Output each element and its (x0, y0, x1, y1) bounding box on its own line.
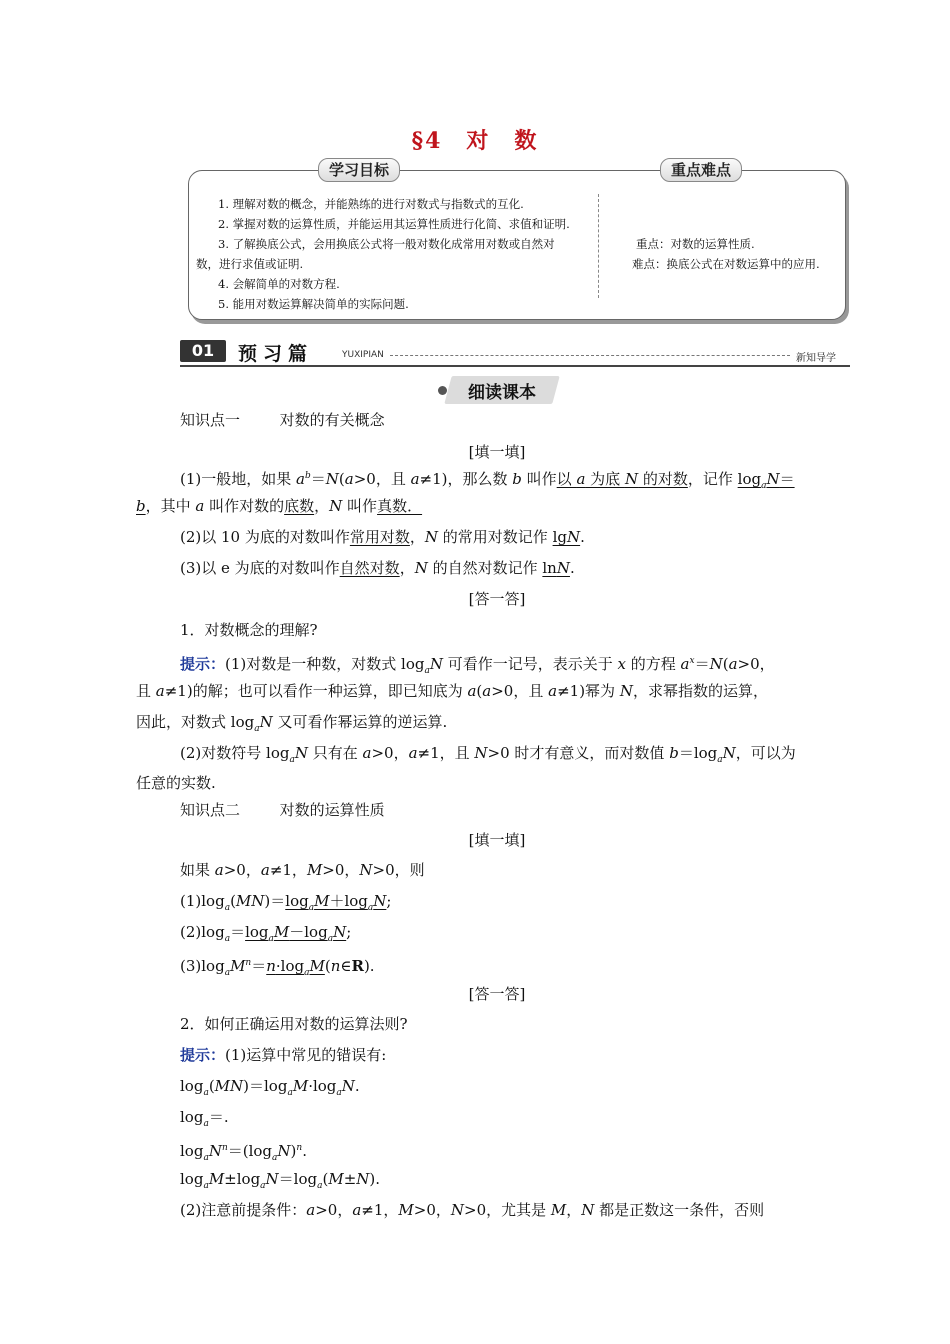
tip-1-line-3: 因此，对数式 $\log_aN$ 又可看作幂运算的逆运算. (136, 713, 448, 734)
ask-heading-1: [答一答] (468, 590, 526, 608)
section-pinyin: YUXIPIAN (342, 350, 384, 360)
error-4: $\log_aM\pm\log_aN=\log_a(M\pm N)$. (180, 1170, 381, 1191)
goal-item: 4. 会解简单的对数方程. (218, 277, 340, 291)
kp2-title: 对数的运算性质 (279, 801, 385, 819)
def-line-1: (1)一般地，如果 $a^b=N(a>0$，且 a≠1)，那么数 b 叫作以 a 为底 N 的对数，记作 $\log_aN=$ (180, 470, 795, 491)
kp2-label: 知识点二 (180, 801, 241, 819)
error-2: $\log_a=$. (180, 1108, 229, 1129)
fill-heading-2: [填一填] (468, 831, 526, 849)
goal-item: 数，进行求值或证明. (196, 257, 304, 271)
tip-1-line-5: 任意的实数. (136, 774, 216, 792)
section-dash-line (390, 355, 790, 356)
section-underline (180, 365, 850, 367)
rule-3: $(3)\log_aM^n=n\cdot\log_aM(n\in R)$. (180, 957, 375, 978)
goals-divider (598, 194, 599, 298)
kp2-heading (180, 800, 385, 820)
def-line-2: b，其中 a 叫作对数的底数，N 叫作真数． (136, 497, 423, 515)
rule-2: $(2)\log_a=\log_aM-\log_aN$; (180, 923, 352, 944)
question-2: 2．如何正确运用对数的运算法则? (180, 1015, 408, 1033)
def-line-4: (3)以 e 为底的对数叫作自然对数，N 的自然对数记作 lnN. (180, 559, 575, 577)
section-name: 预习篇 (238, 343, 314, 365)
tip-1-line-2: 且 a≠1)的解；也可以看作一种运算，即已知底为 a(a>0，且 a≠1)幂为 N，求幂指数的运算， (136, 682, 768, 700)
goal-item: 1. 理解对数的概念，并能熟练的进行对数式与指数式的互化. (218, 197, 524, 211)
def-line-3: (2)以 10 为底的对数叫作常用对数，N 的常用对数记作 lgN. (180, 528, 585, 546)
note-line: (2)注意前提条件：a>0，a≠1，M>0，N>0，尤其是 M，N 都是正数这一条件，否则 (180, 1201, 765, 1219)
difficult-point: 难点：换底公式在对数运算中的应用. (632, 257, 820, 271)
goal-item: 5. 能用对数运算解决简单的实际问题. (218, 297, 409, 311)
tip-1-line-1: 提示：(1)对数是一种数，对数式 $\log_aN$ 可看作一记号，表示关于 x 的方程 $a^x=N(a>0$， (180, 655, 775, 676)
goal-item: 3. 了解换底公式，会用换底公式将一般对数化成常用对数或自然对 (218, 237, 555, 251)
kp1-label: 知识点一 (180, 411, 241, 429)
rule-1: $(1)\log_a(MN)=\log_aM+\log_aN$; (180, 892, 392, 913)
section-badge: 01 (180, 340, 226, 362)
tip-label: 提示： (180, 655, 226, 673)
tab-key-points: 重点难点 (660, 158, 742, 182)
kp1-title: 对数的有关概念 (279, 411, 385, 429)
section-subtitle: 新知导学 (796, 353, 836, 364)
error-3: $\log_aN^n=(\log_aN)^n$. (180, 1142, 307, 1163)
fill-heading-1: [填一填] (468, 443, 526, 461)
tab-learning-goals: 学习目标 (318, 158, 400, 182)
banner-title: 细读课本 (468, 383, 536, 403)
error-1: $\log_a(MN)=\log_aM\cdot\log_aN$. (180, 1077, 360, 1098)
question-1: 1．对数概念的理解? (180, 621, 318, 639)
condition-line: 如果 a>0，a≠1，M>0，N>0，则 (180, 861, 425, 879)
goal-item: 2. 掌握对数的运算性质，并能运用其运算性质进行化简、求值和证明. (218, 217, 570, 231)
kp1-heading (180, 410, 385, 430)
tip-label: 提示： (180, 1046, 226, 1064)
error-intro: (1)运算中常见的错误有: (225, 1046, 387, 1064)
banner-dot-icon (438, 386, 447, 395)
ask-heading-2: [答一答] (468, 985, 526, 1003)
tip-2-line-1 (180, 1045, 386, 1065)
tip-1-line-4: (2)对数符号 $\log_aN$ 只有在 a>0，a≠1，且 N>0 时才有意义，而对数值 $b=\log_aN$，可以为 (180, 744, 796, 765)
key-point: 重点：对数的运算性质. (636, 237, 755, 251)
page-title: §4 对 数 (411, 128, 539, 154)
